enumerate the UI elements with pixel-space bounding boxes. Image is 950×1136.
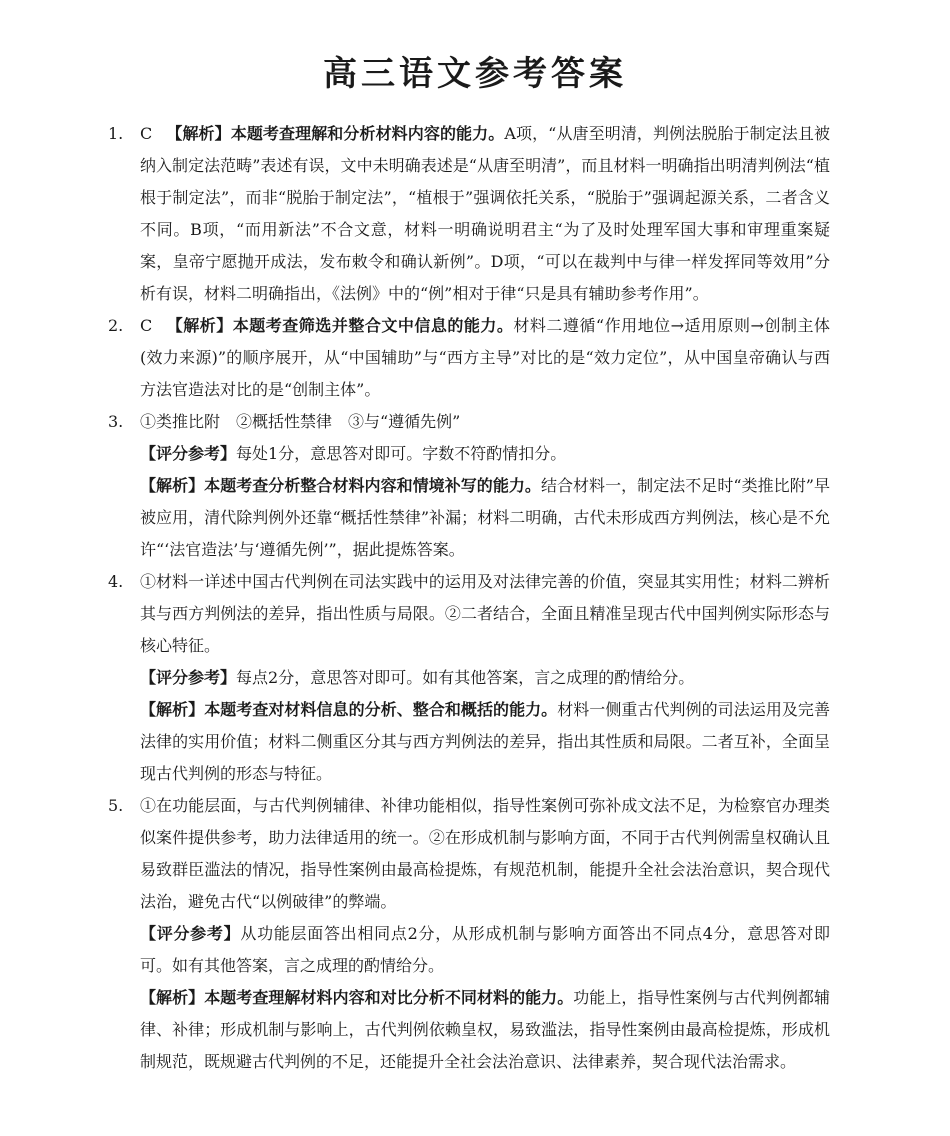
score-text: 从功能层面答出相同点2分，从形成机制与影响方面答出不同点4分，意思答对即可。如有其他答案，言之成理的酌情给分。 <box>140 924 830 975</box>
answer-choice: C <box>140 124 153 143</box>
analysis-text: 材料一侧重古代判例的司法运用及完善法律的实用价值；材料二侧重区分其与西方判例法的差异，指出其性质和局限。二者互补，全面呈现古代判例的形态与特征。 <box>140 700 830 783</box>
analysis-tag: 【解析】 <box>140 988 205 1007</box>
score-tag: 【评分参考】 <box>140 668 237 687</box>
question-body <box>140 566 830 790</box>
answer-line: ①类推比附 ②概括性禁律 ③与“遵循先例” <box>140 412 461 431</box>
score-paragraph <box>140 662 830 694</box>
answer-choice: C <box>140 316 153 335</box>
analysis-tag: 【解析】 <box>140 700 205 719</box>
analysis-tag: 【解析】 <box>166 124 231 143</box>
analysis-text: A项，“从唐至明清，判例法脱胎于制定法且被纳入制定法范畴”表述有误，文中未明确表述是“从唐至明清”，而且材料一明确指出明清判例法“植根于制定法”，而非“脱胎于制定法”，“植根于”强调依托关系，“脱胎于”强调起源关系，二者含义不同。B项，“而用新法”不合文意，材料一明确说明君主“为了及时处理军国大事和审理重案疑案，皇帝宁愿抛开成法，发布敕令和确认新例”。D项，“可以在裁判中与律一样发挥同等效用”分析有误，材料二明确指出，《法例》中的“例”相对于律“只是具有辅助参考作用”。 <box>140 124 830 303</box>
analysis-lead: 本题考查筛选并整合文中信息的能力。 <box>232 316 514 335</box>
analysis-paragraph <box>140 694 830 790</box>
question-body <box>140 406 830 566</box>
answer-line: ①材料一详述中国古代判例在司法实践中的运用及对法律完善的价值，突显其实用性；材料二辨析其与西方判例法的差异，指出性质与局限。②二者结合，全面且精准呈现古代中国判例实际形态与核心特征。 <box>140 572 830 655</box>
analysis-tag: 【解析】 <box>166 316 233 335</box>
question-number: 3. <box>108 412 124 431</box>
question-1 <box>108 118 830 310</box>
page-title: 高三语文参考答案 <box>323 54 627 94</box>
analysis-lead: 本题考查理解材料内容和对比分析不同材料的能力。 <box>204 988 574 1007</box>
question-2 <box>108 310 830 406</box>
question-body <box>140 310 830 406</box>
analysis-text: 结合材料一，制定法不足时“类推比附”早被应用，清代除判例外还靠“概括性禁律”补漏；材料二明确，古代未形成西方判例法，核心是不允许“‘法官造法’与‘遵循先例’”，据此提炼答案。 <box>140 476 830 559</box>
question-4 <box>108 566 830 790</box>
analysis-paragraph <box>140 982 830 1078</box>
analysis-lead: 本题考查对材料信息的分析、整合和概括的能力。 <box>204 700 558 719</box>
question-body <box>140 118 830 310</box>
analysis-text: 材料二遵循“作用地位→适用原则→创制主体(效力来源)”的顺序展开，从“中国辅助”与“西方主导”对比的是“效力定位”，从中国皇帝确认与西方法官造法对比的是“创制主体”。 <box>140 316 830 399</box>
question-number: 2. <box>108 316 124 335</box>
analysis-lead: 本题考查分析整合材料内容和情境补写的能力。 <box>204 476 541 495</box>
analysis-lead: 本题考查理解和分析材料内容的能力。 <box>230 124 505 143</box>
question-3 <box>108 406 830 566</box>
score-text: 每点2分，意思答对即可。如有其他答案，言之成理的酌情给分。 <box>236 668 695 687</box>
analysis-paragraph <box>140 470 830 566</box>
score-paragraph <box>140 438 830 470</box>
analysis-paragraph <box>140 310 830 406</box>
question-number: 5. <box>108 796 124 815</box>
analysis-tag: 【解析】 <box>140 476 205 495</box>
score-paragraph <box>140 918 830 982</box>
score-tag: 【评分参考】 <box>140 444 237 463</box>
question-body <box>140 790 830 1078</box>
analysis-text: 功能上，指导性案例与古代判例都辅律、补律；形成机制与影响上，古代判例依赖皇权，易致滥法，指导性案例由最高检提炼，形成机制规范，既规避古代判例的不足，还能提升全社会法治意识、法律素养，契合现代法治需求。 <box>140 988 830 1071</box>
score-tag: 【评分参考】 <box>140 924 241 943</box>
question-5 <box>108 790 830 1078</box>
answer-line: ①在功能层面，与古代判例辅律、补律功能相似，指导性案例可弥补成文法不足，为检察官办理类似案件提供参考，助力法律适用的统一。②在形成机制与影响方面，不同于古代判例需皇权确认且易致群臣滥法的情况，指导性案例由最高检提炼，有规范机制，能提升全社会法治意识，契合现代法治，避免古代“以例破律”的弊端。 <box>140 796 830 911</box>
score-text: 每处1分，意思答对即可。字数不符酌情扣分。 <box>236 444 567 463</box>
question-number: 1. <box>108 124 124 143</box>
question-number: 4. <box>108 572 124 591</box>
analysis-paragraph <box>140 118 830 310</box>
answer-content <box>108 118 830 1078</box>
